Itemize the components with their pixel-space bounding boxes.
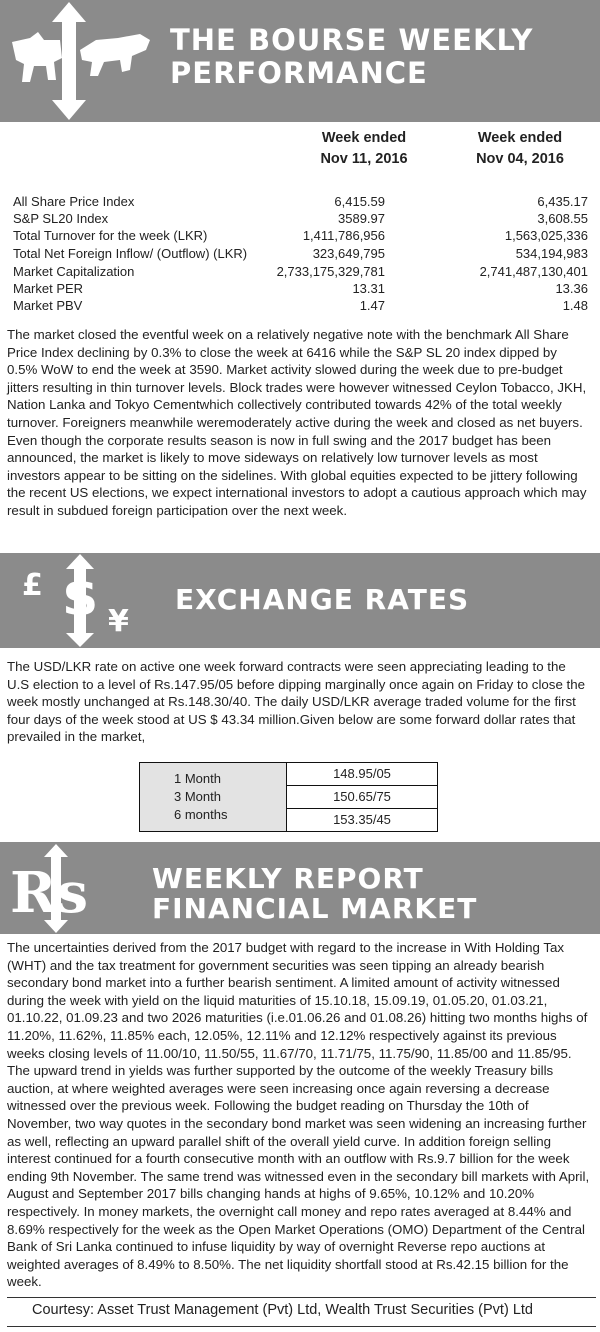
bull-bear-icon	[0, 0, 170, 122]
stat-row	[13, 227, 588, 244]
stat-value-current: 13.31	[352, 281, 385, 296]
currency-icon	[0, 553, 160, 648]
divider	[7, 1297, 596, 1298]
stat-label: Market Capitalization	[13, 264, 135, 279]
courtesy-note: Courtesy: Asset Trust Management (Pvt) Ltd, Wealth Trust Securities (Pvt) Ltd	[32, 1302, 533, 1318]
exchange-banner	[0, 553, 600, 648]
yen-glyph: ¥	[108, 604, 129, 639]
stat-label: Total Net Foreign Inflow/ (Outflow) (LKR)	[13, 246, 248, 261]
bourse-commentary: The market closed the eventful week on a relatively negative note with the benchmark All Share Price Index declining by 0.3% to close the week at 6416 while the S&P SL 20 index dipped by 0.5% WoW to end the week at 3590. Market activity slowed during the week due to pre-budget jitters resulting in thin turnover levels. Block trades were however witnessed Ceylon Tobacco, JKH, Nation Lanka and Tokyo Cementwhich collectively contributed towards 42% of the total weekly turnover. Foreigners meanwhile weremoderately active during the week and closed as net buyers. Even though the corporate results season is now in full swing and the 2017 budget has been announced, the market is likely to move sideways on relatively low turnover levels as most investors appear to be sitting on the sidelines. With global equities expected to be jittery following the recent US elections, we expect international investors to adopt a cautious approach which may result in subdued foreign participation over the next week.	[7, 327, 587, 518]
stat-label: S&P SL20 Index	[13, 211, 109, 226]
forward-rates-table	[139, 762, 438, 832]
stat-value-current: 1.47	[359, 298, 385, 313]
rupee-logo-icon	[0, 842, 150, 934]
column-header-previous: Week ended Nov 04, 2016	[476, 130, 564, 167]
stat-value-current: 6,415.59	[334, 194, 385, 209]
stat-value-current: 323,649,795	[312, 246, 385, 261]
stat-label: Market PBV	[13, 298, 83, 313]
stat-value-previous: 6,435.17	[537, 194, 588, 209]
report-banner	[0, 842, 600, 934]
tenor-column	[140, 763, 287, 831]
stat-value-previous: 1.48	[562, 298, 588, 313]
bourse-title: THE BOURSE WEEKLY PERFORMANCE	[170, 23, 534, 90]
tenor-label: 1 Month	[174, 771, 221, 786]
divider	[7, 1326, 596, 1327]
stat-row	[13, 245, 588, 262]
rate-cell: 150.65/75	[287, 786, 437, 809]
report-title: WEEKLY REPORT FINANCIAL MARKET	[152, 862, 478, 925]
pound-glyph: £	[22, 568, 43, 603]
stat-label: Total Turnover for the week (LKR)	[13, 228, 208, 243]
stat-value-current: 2,733,175,329,781	[276, 264, 385, 279]
stat-row	[13, 263, 588, 280]
stat-value-previous: 1,563,025,336	[504, 228, 588, 243]
rate-cell: 153.35/45	[333, 812, 391, 827]
tenor-label: 3 Month	[174, 789, 221, 804]
stat-value-previous: 3,608.55	[537, 211, 588, 226]
stat-value-previous: 13.36	[555, 281, 588, 296]
column-header-current: Week ended Nov 11, 2016	[320, 130, 408, 167]
stat-value-current: 1,411,786,956	[302, 228, 385, 243]
bourse-banner	[0, 0, 600, 122]
stat-row	[13, 193, 588, 210]
rupee-logo-text: Rs	[10, 860, 89, 926]
report-commentary: The uncertainties derived from the 2017 budget with regard to the increase in With Holding Tax (WHT) and the tax treatment for government securities was seen tipping an already bearish secondary bond market into a further bearish sentiment. A limited amount of activity witnessed during the week with yield on the liquid maturities of 15.10.18, 15.09.19, 01.05.20, 01.03.21, 01.10.22, 01.09.23 and two 2026 maturities (i.e.01.06.26 and 01.08.26) hitting two months highs of 11.20%, 11.62%, 11.85% each, 12.05%, 12.11% and 12.12% respectively against its previous weeks closing levels of 11.00/10, 11.50/55, 11.67/70, 11.71/75, 11.75/90, 11.85/00 and 11.85/95. The upward trend in yields was further supported by the outcome of the weekly Treasury bills auction, at where weighted averages were seen increasing once again reversing a decrease witnessed over the previous week. Following the budget reading on Thursday the 10th of November, two way quotes in the secondary bond market was seen widening an increasing further as well, reflecting an upward parallel shift of the overall yield curve. In addition foreign selling interest continued for a fourth consecutive month with an outflow with Rs.9.7 billion for the week ending 9th November. The same trend was witnessed even in the secondary bill markets with April, August and September 2017 bills changing hands at highs of 9.65%, 10.12% and 10.20% respectively. In money markets, the overnight call money and repo rates averaged at 8.44% and 8.69% respectively for the week as the Open Market Operations (OMO) Department of the Central Bank of Sri Lanka continued to infuse liquidity by way of overnight Reverse repo auctions at weighted averages of 8.49% to 8.50%. The net liquidity shortfall stood at Rs.42.15 billion for the week.	[7, 940, 590, 1290]
stat-value-previous: 534,194,983	[515, 246, 588, 261]
exchange-title: EXCHANGE RATES	[175, 583, 470, 616]
exchange-commentary: The USD/LKR rate on active one week forward contracts were seen appreciating leading to the U.S election to a level of Rs.147.95/05 before dipping marginally once again on Friday to close the week mostly unchanged at Rs.148.30/40. The daily USD/LKR average traded volume for the first four days of the week stood at US $ 43.34 million.Given below are some forward dollar rates that prevailed in the market,	[7, 659, 586, 745]
stat-value-current: 3589.97	[338, 211, 385, 226]
svg-text:$: $	[62, 568, 99, 628]
rate-cell: 148.95/05	[287, 763, 437, 786]
stat-label: All Share Price Index	[13, 194, 135, 209]
tenor-label: 6 months	[174, 807, 228, 822]
stat-row	[13, 297, 588, 314]
stat-value-previous: 2,741,487,130,401	[479, 264, 588, 279]
stat-row	[13, 280, 588, 297]
stat-row	[13, 210, 588, 227]
stat-label: Market PER	[13, 281, 84, 296]
